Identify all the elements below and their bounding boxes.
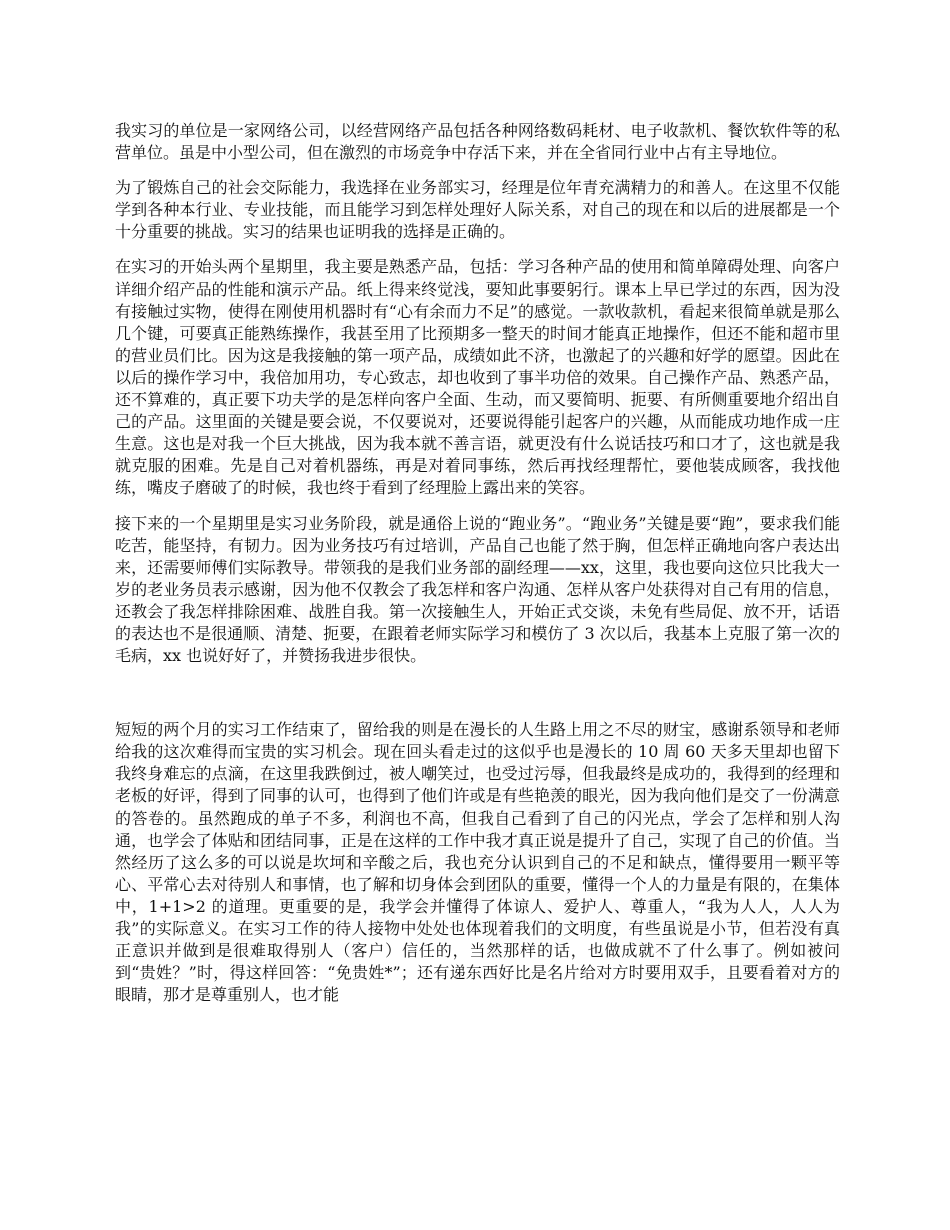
paragraph-product-training: 在实习的开始头两个星期里，我主要是熟悉产品，包括：学习各种产品的使用和简单障碍处理、向客户详细介绍产品的性能和演示产品。纸上得来终觉浅，要知此事要躬行。课本上早已学过的东西，因为没有接触过实物，使得在刚使用机器时有“心有余而力不足”的感觉。一款收款机，看起来很简单就是那么几个键，可要真正能熟练操作，我甚至用了比预期多一整天的时间才能真正地操作，但还不能和超市里的营业员们比。因为这是我接触的第一项产品，成绩如此不济，也激起了的兴趣和好学的愿望。因此在以后的操作学习中，我倍加用功，专心致志，却也收到了事半功倍的效果。自己操作产品、熟悉产品，还不算难的，真正要下功夫学的是怎样向客户全面、生动，而又要简明、扼要、有所侧重要地介绍出自己的产品。这里面的关键是要会说，不仅要说对，还要说得能引起客户的兴趣，从而能成功地作成一庄生意。这也是对我一个巨大挑战，因为我本就不善言语，就更没有什么说话技巧和口才了，这也就是我就克服的困难。先是自己对着机器练，再是对着同事练，然后再找经理帮忙，要他装成顾客，我找他练，嘴皮子磨破了的时候，我也终于看到了经理脸上露出来的笑容。	[115, 257, 840, 498]
document-page	[115, 120, 840, 1019]
paragraph-summary: 短短的两个月的实习工作结束了，留给我的则是在漫长的人生路上用之不尽的财宝，感谢系领导和老师给我的这次难得而宝贵的实习机会。现在回头看走过的这似乎也是漫长的 10 周 60 天多天里却也留下我终身难忘的点滴，在这里我跌倒过，被人嘲笑过，也受过污辱，但我最终是成功的，我得到的经理和老板的好评，得到了同事的认可，也得到了他们许或是有些艳羡的眼光，因为我向他们是交了一份满意的答卷的。虽然跑成的单子不多，利润也不高，但我自己看到了自己的闪光点，学会了怎样和别人沟通，也学会了体贴和团结同事，正是在这样的工作中我才真正说是提升了自己，实现了自己的价值。当然经历了这么多的可以说是坎坷和辛酸之后，我也充分认识到自己的不足和缺点，懂得要用一颗平等心、平常心去对待别人和事情，也了解和切身体会到团队的重要，懂得一个人的力量是有限的，在集体中，1+1>2 的道理。更重要的是，我学会并懂得了体谅人、爱护人、尊重人，“我为人人，人人为我”的实际意义。在实习工作的待人接物中处处也体现着我们的文明度，有些虽说是小节，但若没有真正意识并做到是很难取得别人（客户）信任的，当然那样的话，也做成就不了什么事了。例如被问到“贵姓？”时，得这样回答：“免贵姓*”；还有递东西好比是名片给对方时要用双手，且要看着对方的眼睛，那才是尊重别人，也才能	[115, 720, 840, 1005]
section-gap	[115, 680, 840, 719]
paragraph-department-choice: 为了锻炼自己的社会交际能力，我选择在业务部实习，经理是位年青充满精力的和善人。在这里不仅能学到各种本行业、专业技能，而且能学习到怎样处理好人际关系，对自己的现在和以后的进展都是一个十分重要的挑战。实习的结果也证明我的选择是正确的。	[115, 178, 840, 242]
paragraph-business-practice: 接下来的一个星期里是实习业务阶段，就是通俗上说的“跑业务”。“跑业务”关键是要“跑”，要求我们能吃苦，能坚持，有韧力。因为业务技巧有过培训，产品自己也能了然于胸，但怎样正确地向客户表达出来，还需要师傅们实际教导。带领我的是我们业务部的副经理——xx，这里，我也要向这位只比我大一岁的老业务员表示感谢，因为他不仅教会了我怎样和客户沟通、怎样从客户处获得对自己有用的信息，还教会了我怎样排除困难、战胜自我。第一次接触生人，开始正式交谈，未免有些局促、放不开，话语的表达也不是很通顺、清楚、扼要，在跟着老师实际学习和模仿了 3 次以后，我基本上克服了第一次的毛病，xx 也说好好了，并赞扬我进步很快。	[115, 513, 840, 666]
paragraph-company-intro: 我实习的单位是一家网络公司，以经营网络产品包括各种网络数码耗材、电子收款机、餐饮软件等的私营单位。虽是中小型公司，但在激烈的市场竞争中存活下来，并在全省同行业中占有主导地位。	[115, 121, 840, 163]
